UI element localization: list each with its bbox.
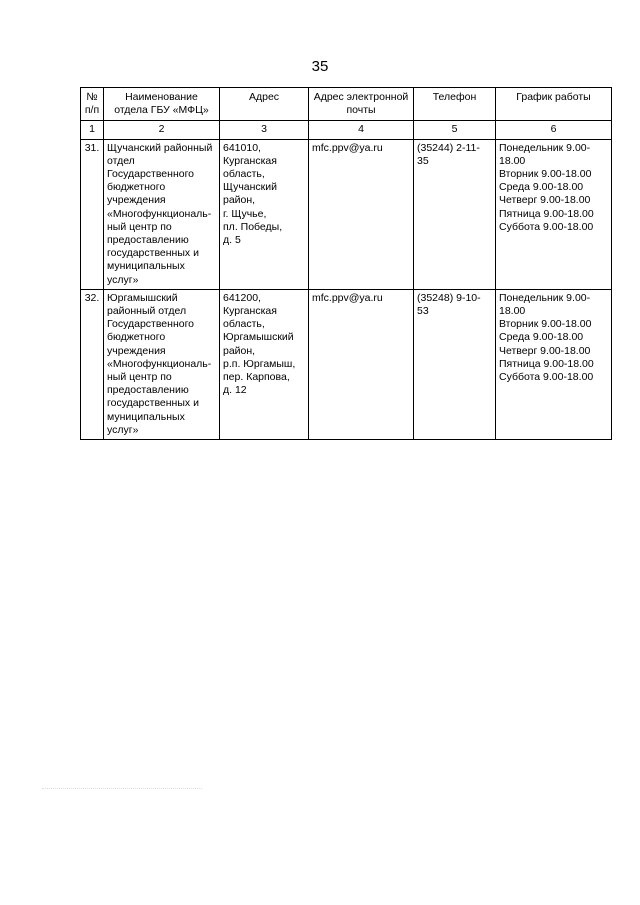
table-row: [81, 289, 612, 439]
header-email: Адрес электронной почты: [309, 88, 414, 121]
page-number: 35: [311, 58, 329, 75]
header-phone: Телефон: [414, 88, 496, 121]
column-number: 4: [309, 121, 414, 139]
column-number: 1: [81, 121, 104, 139]
department-name: Юргамышский районный отдел Государственного бюджетного учреждения «Многофункциональ- ный центр по предоставлению государственных и муниципальных услуг»: [104, 289, 220, 439]
table-row: [81, 139, 612, 289]
column-number: 2: [104, 121, 220, 139]
column-number-row: [81, 121, 612, 139]
department-address: 641200, Курганская область, Юргамышский район, р.п. Юргамыш, пер. Карпова, д. 12: [220, 289, 309, 439]
department-schedule: Понедельник 9.00- 18.00 Вторник 9.00-18.00 Среда 9.00-18.00 Четверг 9.00-18.00 Пятница 9.00-18.00 Суббота 9.00-18.00: [496, 139, 612, 289]
table-header-row: [81, 88, 612, 121]
department-address: 641010, Курганская область, Щучанский район, г. Щучье, пл. Победы, д. 5: [220, 139, 309, 289]
row-number: 31.: [81, 139, 104, 289]
department-email: mfc.ppv@ya.ru: [309, 289, 414, 439]
header-name: Наименование отдела ГБУ «МФЦ»: [104, 88, 220, 121]
department-phone: (35248) 9-10- 53: [414, 289, 496, 439]
department-email: mfc.ppv@ya.ru: [309, 139, 414, 289]
scan-artifact-line: [42, 788, 202, 789]
mfc-departments-table: [80, 87, 612, 440]
header-num: № п/п: [81, 88, 104, 121]
department-schedule: Понедельник 9.00- 18.00 Вторник 9.00-18.00 Среда 9.00-18.00 Четверг 9.00-18.00 Пятница 9.00-18.00 Суббота 9.00-18.00: [496, 289, 612, 439]
department-phone: (35244) 2-11- 35: [414, 139, 496, 289]
header-schedule: График работы: [496, 88, 612, 121]
row-number: 32.: [81, 289, 104, 439]
department-name: Щучанский районный отдел Государственного бюджетного учреждения «Многофункциональ- ный центр по предоставлению государственных и муниципальных услуг»: [104, 139, 220, 289]
column-number: 5: [414, 121, 496, 139]
column-number: 3: [220, 121, 309, 139]
column-number: 6: [496, 121, 612, 139]
header-address: Адрес: [220, 88, 309, 121]
